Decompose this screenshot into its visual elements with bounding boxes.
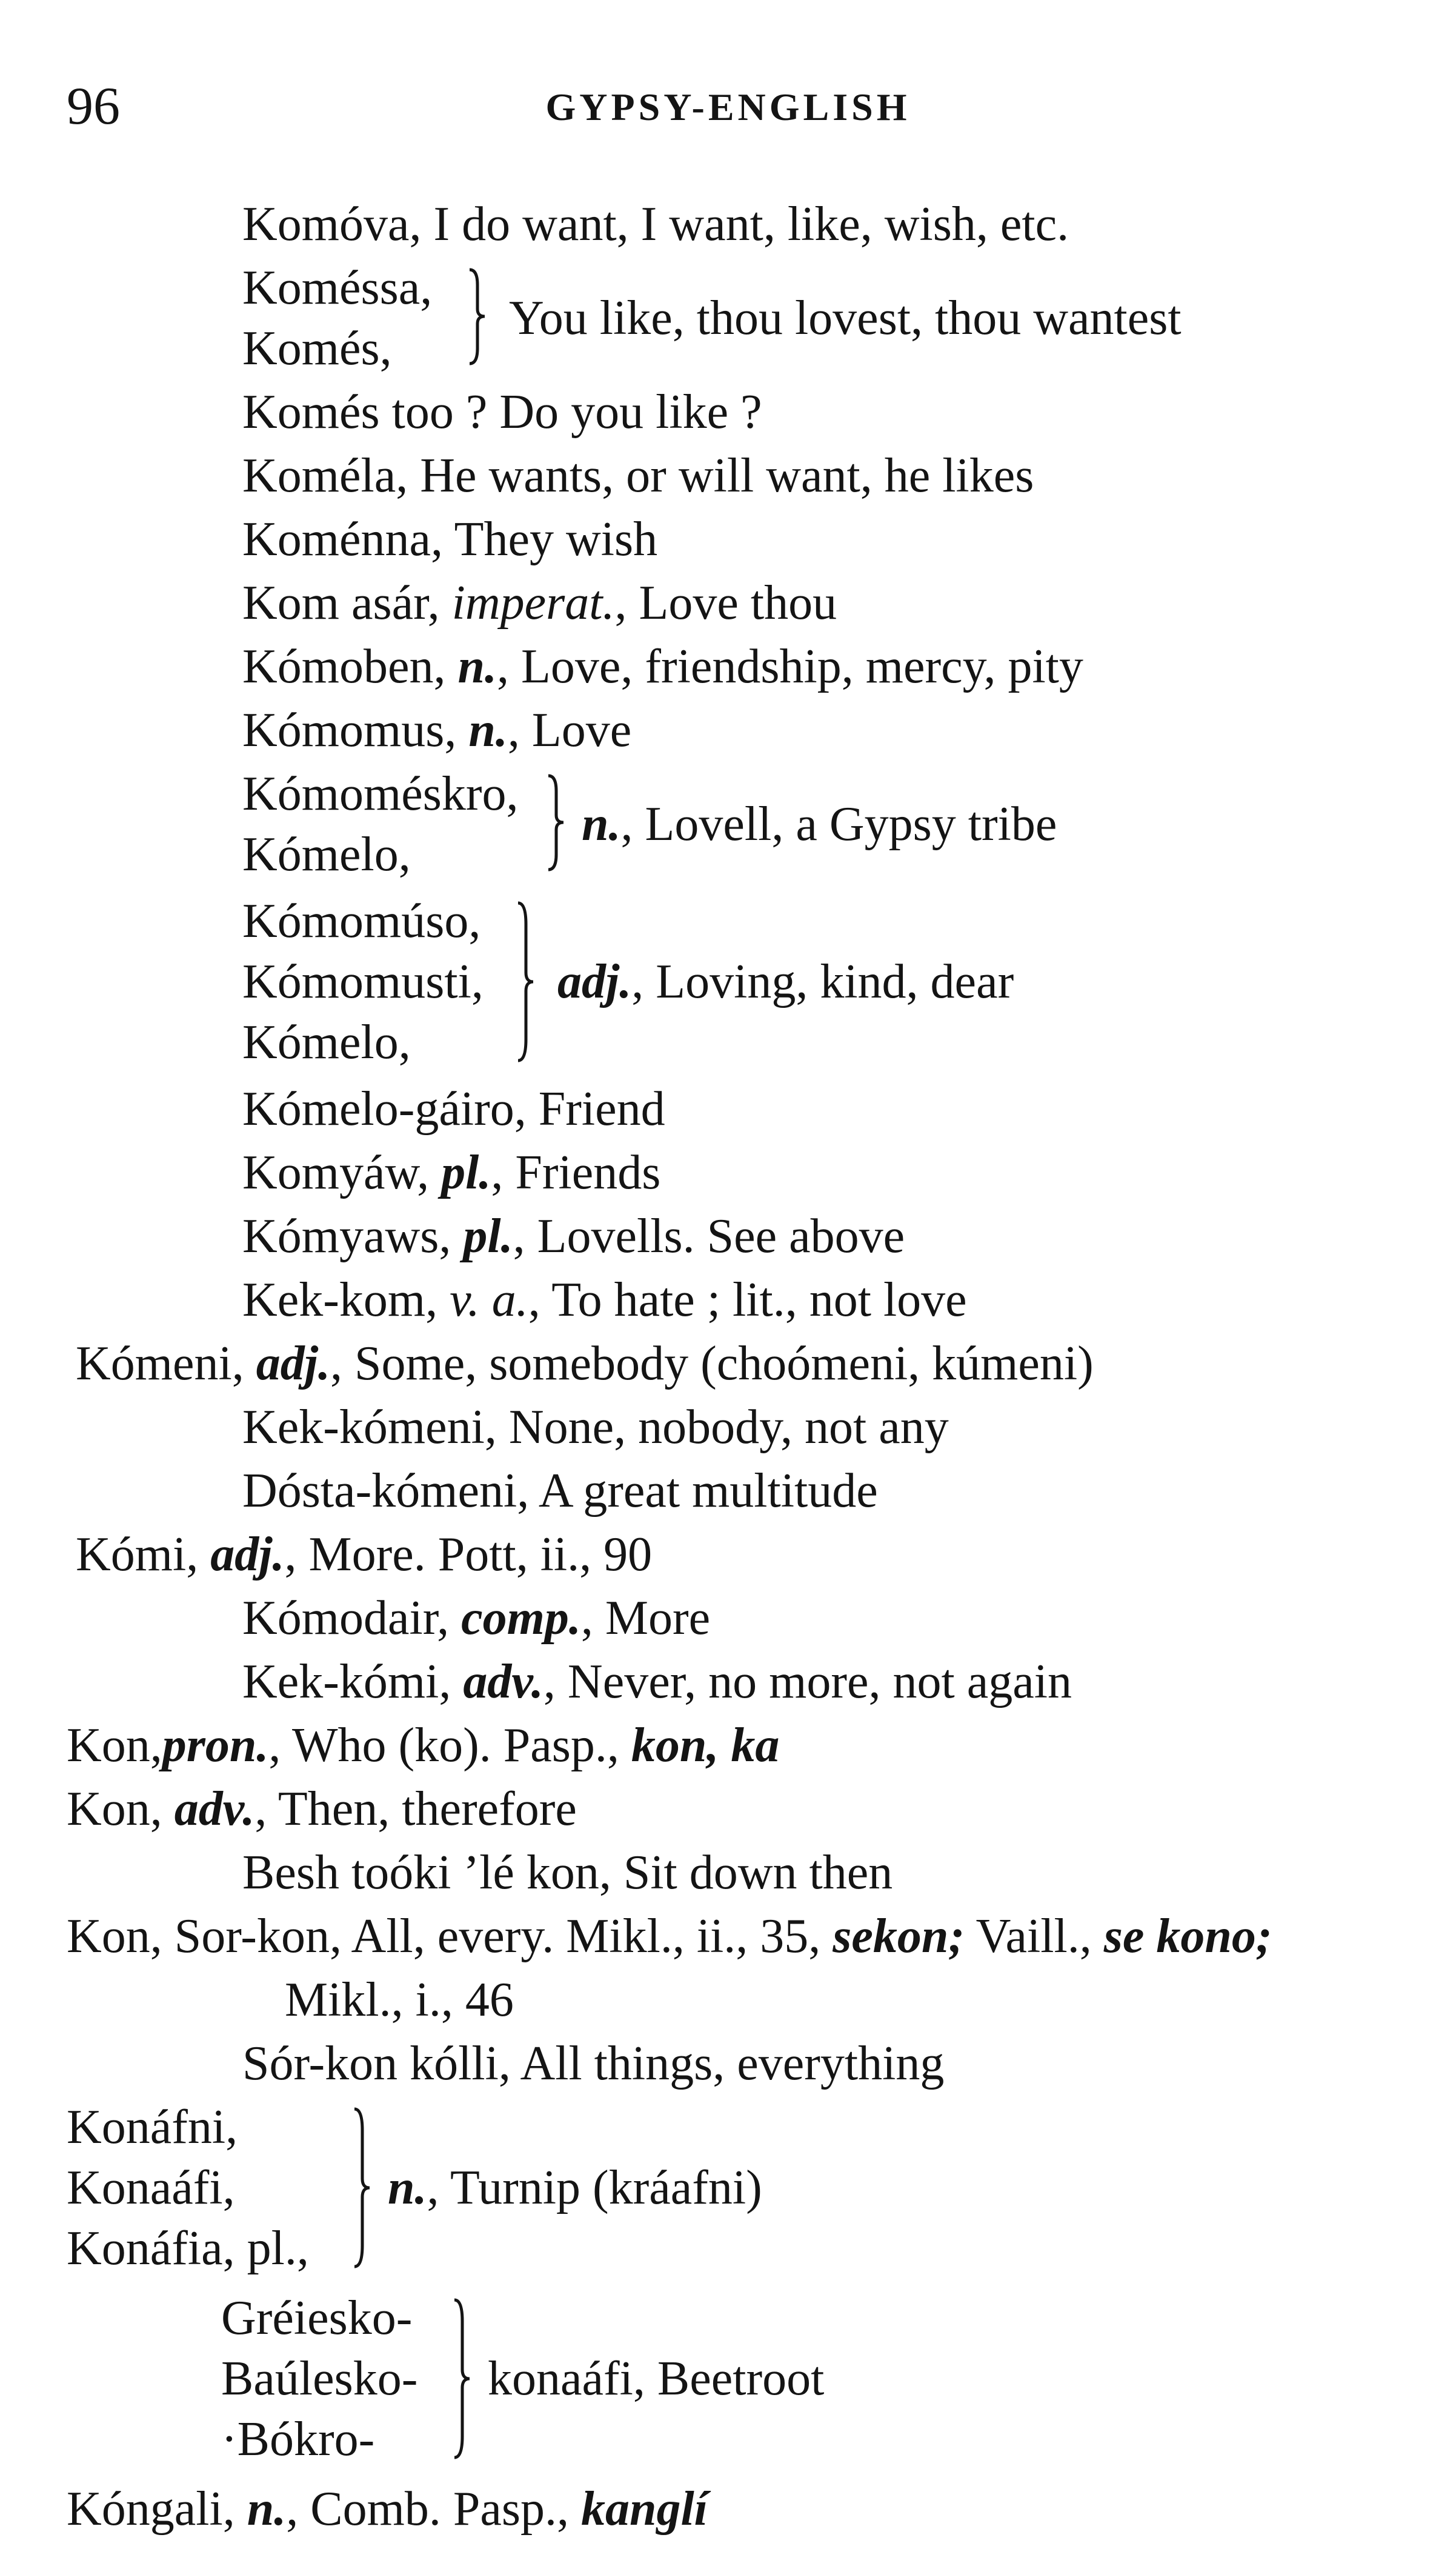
definition: Sit down then xyxy=(611,1846,893,1899)
brace-icon xyxy=(545,773,570,873)
part-of-speech: adv. xyxy=(174,1782,255,1836)
entry-komoben xyxy=(242,636,1083,697)
definition: He wants, or will want, he likes xyxy=(408,449,1034,502)
definition-line xyxy=(557,951,1014,1012)
entry-komelo-gairo xyxy=(242,1079,665,1139)
entry-continuation xyxy=(285,1970,514,2030)
brace-headwords xyxy=(242,891,484,1073)
definition: All, every. Mikl., ii., 35, xyxy=(341,1910,833,1963)
running-head: GYPSY-ENGLISH xyxy=(545,85,911,128)
part-of-speech: n. xyxy=(247,2482,287,2536)
definition: , Love xyxy=(507,704,632,757)
part-of-speech: imperat. xyxy=(451,576,615,630)
headword: Kómomus, xyxy=(242,704,457,757)
entry-komova xyxy=(242,194,1069,255)
headword: Kek-kómeni, xyxy=(242,1401,497,1454)
entry-komyaws xyxy=(242,1206,905,1267)
entry-sor-kon-kolli xyxy=(242,2033,944,2094)
headword: ·Bókro- xyxy=(221,2413,375,2466)
entry-kek-kom xyxy=(242,1270,967,1330)
entry-kon-adv xyxy=(67,1779,577,1839)
headword: Kómi, xyxy=(76,1528,199,1581)
definition: , Some, somebody (choómeni, kúmeni) xyxy=(330,1337,1094,1390)
part-of-speech: adj. xyxy=(557,955,632,1008)
definition: , Friends xyxy=(491,1146,661,1199)
entry-besh-tooki xyxy=(242,1842,893,1903)
headword: Kómelo-gáiro, xyxy=(242,1082,527,1136)
headword: Kómomúso, xyxy=(242,895,481,948)
brace-icon xyxy=(351,2106,376,2270)
entry-komomus xyxy=(242,700,631,761)
headword: Dósta-kómeni, xyxy=(242,1464,530,1518)
headword: Komés too ? xyxy=(242,385,488,439)
source-form: kon, ka xyxy=(631,1719,780,1772)
headword: Koméssa, xyxy=(242,261,433,315)
brace-icon xyxy=(515,900,539,1064)
entry-komes-too xyxy=(242,382,762,442)
definition: Do you like ? xyxy=(487,385,762,439)
definition: , Lovells. See above xyxy=(513,1210,905,1263)
part-of-speech: pl. xyxy=(463,1210,513,1263)
part-of-speech: n. xyxy=(457,640,497,693)
entry-komyaw xyxy=(242,1142,660,1203)
entry-konafni xyxy=(67,2097,1278,2279)
entry-komomuso xyxy=(242,891,1394,1073)
definition: , Lovell, a Gypsy tribe xyxy=(620,798,1057,851)
entry-komodair xyxy=(242,1588,710,1648)
entry-kek-komeni xyxy=(242,1397,949,1458)
brace-icon xyxy=(451,2297,476,2461)
brace-headwords xyxy=(221,2288,417,2470)
definition: None, nobody, not any xyxy=(496,1401,949,1454)
definition: All things, everything xyxy=(510,2037,945,2090)
entry-kek-komi xyxy=(242,1651,1072,1712)
part-of-speech: adj. xyxy=(210,1528,285,1581)
brace-headwords xyxy=(242,764,519,885)
headword: Konaáfi, xyxy=(67,2161,235,2214)
source-form: kanglí xyxy=(580,2482,708,2536)
definition-line xyxy=(582,794,1057,855)
headword: Sór-kon kólli, xyxy=(242,2037,511,2090)
entry-kon-pron xyxy=(67,1715,779,1776)
brace-headwords xyxy=(67,2097,309,2279)
entry-komomeskro xyxy=(242,764,1394,885)
part-of-speech: n. xyxy=(582,798,621,851)
headword: Kómelo, xyxy=(242,1016,411,1069)
headword: Kom asár, xyxy=(242,576,440,630)
headword: Kek-kom, xyxy=(242,1273,438,1327)
definition: Vaill., xyxy=(965,1910,1104,1963)
definition: I do want, I want, like, wish, etc. xyxy=(421,198,1069,251)
source-form: se kono; xyxy=(1103,1910,1272,1963)
definition: , Loving, kind, dear xyxy=(631,955,1014,1008)
part-of-speech: pl. xyxy=(441,1146,491,1199)
headword: Gréiesko- xyxy=(221,2291,413,2345)
definition: They wish xyxy=(443,513,658,566)
entry-kom-asar xyxy=(242,573,837,633)
headword: Baúlesko- xyxy=(221,2352,418,2405)
part-of-speech: adv. xyxy=(463,1655,544,1708)
entry-komi xyxy=(76,1524,652,1585)
definition: , Then, therefore xyxy=(254,1782,577,1836)
headword: Koméla, xyxy=(242,449,408,502)
part-of-speech: adj. xyxy=(256,1337,330,1390)
citation: Mikl., i., 46 xyxy=(285,1973,514,2027)
headword: Kómyaws, xyxy=(242,1210,451,1263)
part-of-speech: n. xyxy=(388,2161,427,2214)
headword: Kóngali, xyxy=(67,2482,235,2536)
headword: Konáfni, xyxy=(67,2101,238,2154)
brace-headwords xyxy=(242,258,432,379)
headword: Kek-kómi, xyxy=(242,1655,451,1708)
definition: , Who (ko). Pasp., xyxy=(268,1719,631,1772)
entry-dosta-komeni xyxy=(242,1461,878,1521)
headword: Kómoméskro, xyxy=(242,767,519,821)
definition-line xyxy=(388,2157,762,2218)
entry-kon-sor-kon xyxy=(67,1906,1272,1967)
entry-beetroot xyxy=(221,2288,1372,2470)
part-of-speech: n. xyxy=(468,704,508,757)
definition: Friend xyxy=(526,1082,665,1136)
part-of-speech: v. a. xyxy=(450,1273,528,1327)
headword: Kon, xyxy=(67,1782,162,1836)
headword: Kómodair, xyxy=(242,1591,450,1645)
definition: , More. Pott, ii., 90 xyxy=(284,1528,653,1581)
headword: Komóva, xyxy=(242,198,422,251)
part-of-speech: pron. xyxy=(162,1719,269,1772)
headword: Kómelo, xyxy=(242,828,411,881)
definition: , More xyxy=(580,1591,711,1645)
headword: Kon, xyxy=(67,1719,162,1772)
definition: , Love, friendship, mercy, pity xyxy=(497,640,1083,693)
definition: , Love thou xyxy=(614,576,837,630)
definition: , Turnip (kráafni) xyxy=(427,2161,762,2214)
definition: You like, thou lovest, thou wantest xyxy=(509,292,1182,345)
definition: , Comb. Pasp., xyxy=(286,2482,581,2536)
headword: Koménna, xyxy=(242,513,444,566)
headword: Besh toóki ’lé kon, xyxy=(242,1846,611,1899)
entry-komela xyxy=(242,445,1034,506)
entry-komeni xyxy=(76,1333,1094,1394)
entry-komessa xyxy=(242,258,1394,379)
definition: A great multitude xyxy=(529,1464,878,1518)
entry-komenna xyxy=(242,509,657,570)
headword: Kómomusti, xyxy=(242,955,484,1008)
definition: konaáfi, Beetroot xyxy=(488,2352,825,2405)
headword: Komyáw, xyxy=(242,1146,430,1199)
brace-icon xyxy=(467,267,491,367)
headword: Konáfia, pl., xyxy=(67,2222,309,2275)
definition: , Never, no more, not again xyxy=(543,1655,1072,1708)
definition: , To hate ; lit., not love xyxy=(528,1273,967,1327)
source-form: sekon; xyxy=(833,1910,965,1963)
headword: Kómeni, xyxy=(76,1337,244,1390)
entry-kongali xyxy=(67,2479,708,2539)
headword: Komés, xyxy=(242,322,392,375)
headword: Kon, Sor-kon, xyxy=(67,1910,342,1963)
part-of-speech: comp. xyxy=(461,1591,581,1645)
headword: Kómoben, xyxy=(242,640,446,693)
page-number: 96 xyxy=(67,77,120,136)
